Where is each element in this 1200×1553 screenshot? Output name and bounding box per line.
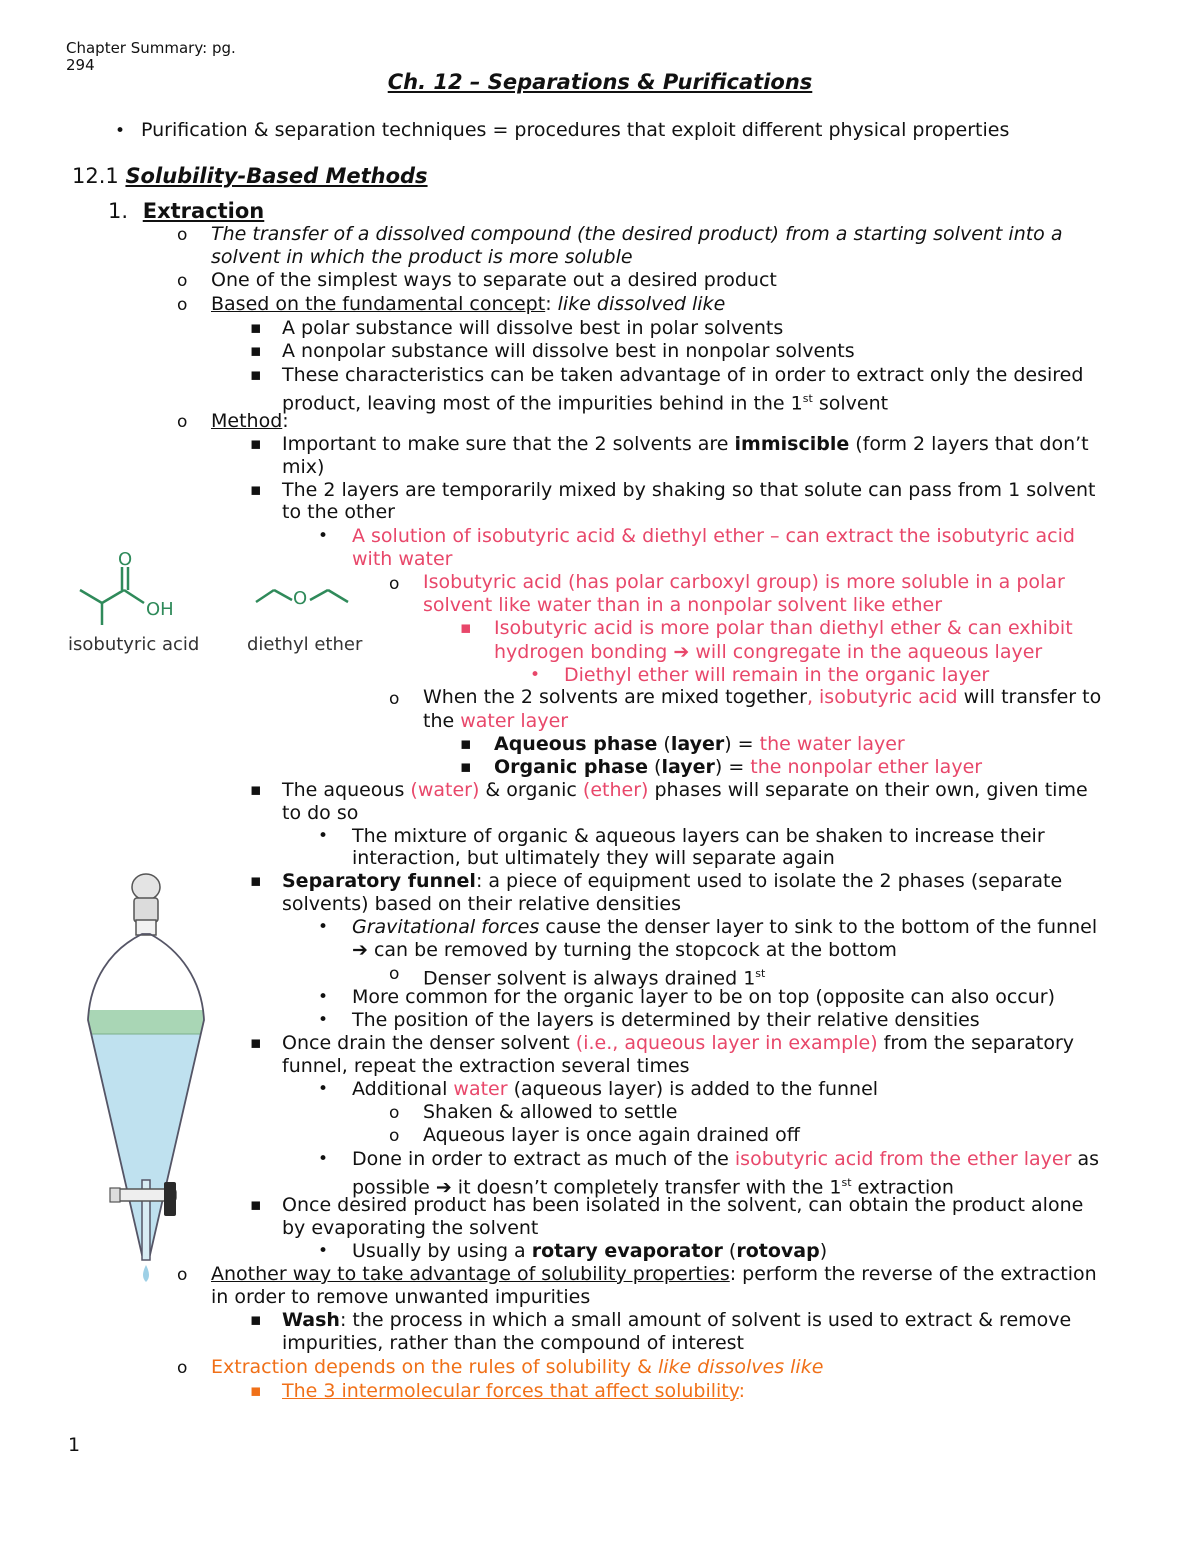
bullet-disc: •: [318, 987, 329, 1007]
method-word: Method: [211, 410, 283, 432]
aqueous-phase-text: [494, 733, 905, 756]
bullet-square: ▪: [250, 341, 262, 361]
done-acid: isobutyric acid from the ether layer: [734, 1148, 1072, 1170]
rules-a: Extraction depends on the rules of solubility &: [211, 1356, 658, 1378]
mixed-line1: [423, 686, 1101, 709]
denser-sup: st: [755, 967, 766, 980]
bullet-square: ▪: [250, 1310, 262, 1330]
org-open: (: [648, 756, 662, 778]
done-line1: [352, 1148, 1099, 1171]
ether-remain-text: Diethyl ether will remain in the organic layer: [564, 664, 990, 686]
section-heading: [72, 164, 428, 189]
shaken-line1: The mixture of organic & aqueous layers can be shaken to increase their: [352, 825, 1045, 847]
rules-text: [211, 1356, 823, 1379]
bullet-circle: o: [177, 271, 188, 291]
another-way-line2: in order to remove unwanted impurities: [211, 1286, 591, 1308]
page-number: 1: [68, 1434, 81, 1456]
position-text: The position of the layers is determined by their relative densities: [352, 1009, 980, 1031]
arrow-icon: ➔: [673, 641, 690, 663]
bullet-disc: •: [318, 1079, 329, 1099]
stopper-icon: [132, 874, 160, 900]
stopcock-text: can be removed by turning the stopcock at the bottom: [367, 939, 897, 961]
phases-e: phases will separate on their own, given time: [648, 779, 1088, 801]
characteristics-line2: [282, 387, 888, 415]
another-label: Another way to take advantage of solubility properties: [211, 1263, 730, 1285]
phases-a: The aqueous: [282, 779, 411, 801]
shaking-line1: The 2 layers are temporarily mixed by shaking so that solute can pass from 1 solvent: [282, 479, 1096, 501]
bullet-circle: o: [389, 1126, 400, 1146]
bullet-disc: •: [318, 526, 329, 546]
immiscible-line1: [282, 433, 1089, 456]
extraction-label: Extraction: [142, 199, 265, 223]
chapter-summary-header: [66, 40, 266, 74]
done-text: Done in order to extract as much of the: [352, 1148, 735, 1170]
grav-text: cause the denser layer to sink to the bottom of the funnel: [539, 916, 1098, 938]
nonpolar-text: A nonpolar substance will dissolve best in nonpolar solvents: [282, 340, 855, 362]
org-value: the nonpolar ether layer: [750, 756, 983, 778]
gravitational-line2: [352, 939, 897, 962]
forces-text: [282, 1380, 745, 1403]
phases-line2: to do so: [282, 802, 359, 824]
done-as: as: [1071, 1148, 1099, 1170]
polarity-line1: Isobutyric acid is more polar than diethyl ether & can exhibit: [494, 617, 1073, 639]
extraction-number: 1.: [108, 199, 129, 223]
once-drain-line2: funnel, repeat the extraction several times: [282, 1055, 690, 1077]
bullet-circle: o: [177, 1358, 188, 1378]
rot-bold: rotary evaporator: [531, 1240, 723, 1262]
bullet-square: ▪: [460, 734, 472, 754]
bullet-square: ▪: [250, 1033, 262, 1053]
wash-text: : the process in which a small amount of solvent is used to extract & remove: [339, 1309, 1072, 1331]
imm-bold: immiscible: [734, 433, 850, 455]
bullet-disc: •: [318, 917, 329, 937]
rot-abbrev: rotovap: [736, 1240, 820, 1262]
concept-value: like dissolved like: [557, 293, 726, 315]
bullet-circle: o: [177, 412, 188, 432]
mixed-acid: , isobutyric acid: [806, 686, 958, 708]
sep-label: Separatory funnel: [282, 870, 476, 892]
char-end: solvent: [812, 392, 889, 415]
method-colon: :: [282, 410, 289, 432]
aq-eq: ) =: [724, 733, 760, 755]
bullet-square: ▪: [460, 757, 472, 777]
bullet-square: ▪: [250, 1195, 262, 1215]
arrow-icon: ➔: [435, 1176, 452, 1199]
section-name: Solubility-Based Methods: [125, 164, 428, 188]
phases-line1: [282, 779, 1088, 802]
separatory-line1: [282, 870, 1062, 893]
once-end: from the separatory: [877, 1032, 1075, 1054]
aq-label: Aqueous phase: [494, 733, 658, 755]
bullet-circle: o: [177, 295, 188, 315]
mixed-the: the: [423, 710, 461, 732]
header-line1: Chapter Summary: pg.: [66, 39, 236, 57]
mixed-end: will transfer to: [957, 686, 1102, 708]
desired-line1: Once desired product has been isolated in the solvent, can obtain the product alone: [282, 1194, 1084, 1216]
bullet-disc: •: [318, 1010, 329, 1030]
org-layer: layer: [661, 756, 715, 778]
phases-c: & organic: [479, 779, 583, 801]
separatory-funnel-illustration: [80, 870, 210, 1290]
drained-text: Aqueous layer is once again drained off: [423, 1124, 800, 1146]
wash-line1: [282, 1309, 1071, 1332]
arrow-icon: ➔: [352, 939, 368, 961]
another-way-line1: [211, 1263, 1097, 1286]
char-text: product, leaving most of the impurities behind in the 1: [282, 392, 803, 415]
phases-water: (water): [410, 779, 480, 801]
bullet-circle: o: [177, 1265, 188, 1285]
forces-colon: :: [738, 1380, 746, 1402]
rot-open: (: [722, 1240, 737, 1262]
isobutyric-line2: solvent like water than in a nonpolar solvent like ether: [423, 594, 943, 616]
organic-phase-text: [494, 756, 982, 779]
method-label: [211, 410, 289, 433]
bullet-disc: •: [318, 1241, 329, 1261]
oxygen-label: O: [118, 549, 133, 570]
done-transfer: it doesn’t completely transfer with the 1: [451, 1176, 842, 1199]
congregate-text: will congregate in the aqueous layer: [689, 641, 1043, 663]
another-text: : perform the reverse of the extraction: [729, 1263, 1097, 1285]
done-possible: possible: [352, 1176, 436, 1199]
imm-text: Important to make sure that the 2 solvents are: [282, 433, 735, 455]
mixed-text: When the 2 solvents are mixed together: [423, 686, 807, 708]
shaking-line2: to the other: [282, 501, 395, 523]
additional-water-text: [352, 1078, 878, 1101]
simplest-way-text: One of the simplest ways to separate out a desired product: [211, 269, 777, 291]
hydroxyl-label: OH: [146, 599, 174, 620]
header-line2: 294: [66, 56, 95, 74]
concept-label: Based on the fundamental concept: [211, 293, 546, 315]
done-sup: st: [841, 1176, 852, 1189]
forces-label: The 3 intermolecular forces that affect solubility: [282, 1380, 739, 1402]
add-text: Additional: [352, 1078, 454, 1100]
diethyl-ether-label: diethyl ether: [247, 634, 363, 655]
shaken-line2: interaction, but ultimately they will separate again: [352, 847, 835, 869]
example-line2: with water: [352, 548, 453, 570]
definition-line1: The transfer of a dissolved compound (the desired product) from a starting solvent into a: [211, 223, 1063, 245]
bullet-disc: •: [318, 826, 329, 846]
bullet-square: ▪: [250, 1381, 262, 1401]
mixed-water: water layer: [460, 710, 569, 732]
rotovap-text: [352, 1240, 827, 1263]
settle-text: Shaken & allowed to settle: [423, 1101, 678, 1123]
bullet-circle: o: [389, 964, 400, 984]
intro-text: Purification & separation techniques = procedures that exploit different physical properties: [141, 119, 1010, 141]
once-example: (i.e., aqueous layer in example): [575, 1032, 878, 1054]
bullet-square: ▪: [460, 618, 472, 638]
rot-text: Usually by using a: [352, 1240, 532, 1262]
diethyl-ether-structure: [250, 580, 360, 615]
bullet-square: ▪: [250, 480, 262, 500]
desired-line2: by evaporating the solvent: [282, 1217, 539, 1239]
common-text: More common for the organic layer to be on top (opposite can also occur): [352, 986, 1055, 1008]
bullet-square: ▪: [250, 318, 262, 338]
isobutyric-line1: Isobutyric acid (has polar carboxyl group) is more soluble in a polar: [423, 571, 1065, 593]
wash-line2: impurities, rather than the compound of interest: [282, 1332, 744, 1354]
section-number: 12.1: [72, 164, 126, 188]
imm-end: (form 2 layers that don’t: [849, 433, 1089, 455]
grav-label: Gravitational forces: [352, 916, 540, 938]
gravitational-line1: [352, 916, 1097, 939]
org-label: Organic phase: [494, 756, 649, 778]
bullet-disc: •: [115, 121, 126, 141]
char-sup: st: [802, 392, 813, 405]
aq-layer: layer: [670, 733, 725, 755]
once-text: Once drain the denser solvent: [282, 1032, 576, 1054]
separatory-line2: solvents) based on their relative densities: [282, 893, 681, 915]
bullet-square: ▪: [250, 871, 262, 891]
sep-text: : a piece of equipment used to isolate the 2 phases (separate: [475, 870, 1063, 892]
bullet-circle: o: [389, 689, 400, 709]
add-water: water: [453, 1078, 508, 1100]
add-end: (aqueous layer) is added to the funnel: [507, 1078, 879, 1100]
org-eq: ) =: [714, 756, 751, 778]
bullet-disc: •: [530, 665, 541, 685]
characteristics-line1: These characteristics can be taken advantage of in order to extract only the desired: [282, 364, 1084, 386]
concept-colon: :: [545, 293, 558, 315]
bullet-circle: o: [177, 225, 188, 245]
bullet-disc: •: [318, 1149, 329, 1169]
once-drain-line1: [282, 1032, 1074, 1055]
aq-open: (: [657, 733, 671, 755]
hbond-text: hydrogen bonding: [494, 641, 674, 663]
phases-ether: (ether): [582, 779, 649, 801]
immiscible-line2: mix): [282, 456, 325, 478]
bullet-circle: o: [389, 1103, 400, 1123]
rot-close: ): [819, 1240, 828, 1262]
bullet-square: ▪: [250, 434, 262, 454]
bullet-circle: o: [389, 574, 400, 594]
example-line1: A solution of isobutyric acid & diethyl ether – can extract the isobutyric acid: [352, 525, 1075, 547]
mixed-line2: [423, 710, 568, 733]
definition-line2: solvent in which the product is more soluble: [211, 246, 633, 268]
aq-value: the water layer: [759, 733, 905, 755]
bullet-square: ▪: [250, 780, 262, 800]
isobutyric-acid-structure: [72, 545, 202, 630]
droplet-icon: [143, 1265, 149, 1282]
denser-text: Denser solvent is always drained 1: [423, 967, 756, 990]
extraction-heading: [108, 199, 264, 224]
ether-oxygen-label: O: [293, 588, 308, 609]
rules-b: like dissolves like: [657, 1356, 824, 1378]
concept-text: [211, 293, 725, 316]
page-title: Ch. 12 – Separations & Purifications: [387, 70, 813, 94]
bullet-square: ▪: [250, 365, 262, 385]
isobutyric-acid-label: isobutyric acid: [68, 634, 200, 655]
wash-label: Wash: [282, 1309, 340, 1331]
done-end: extraction: [851, 1176, 954, 1199]
polar-text: A polar substance will dissolve best in polar solvents: [282, 317, 784, 339]
polarity-line2: [494, 641, 1042, 664]
